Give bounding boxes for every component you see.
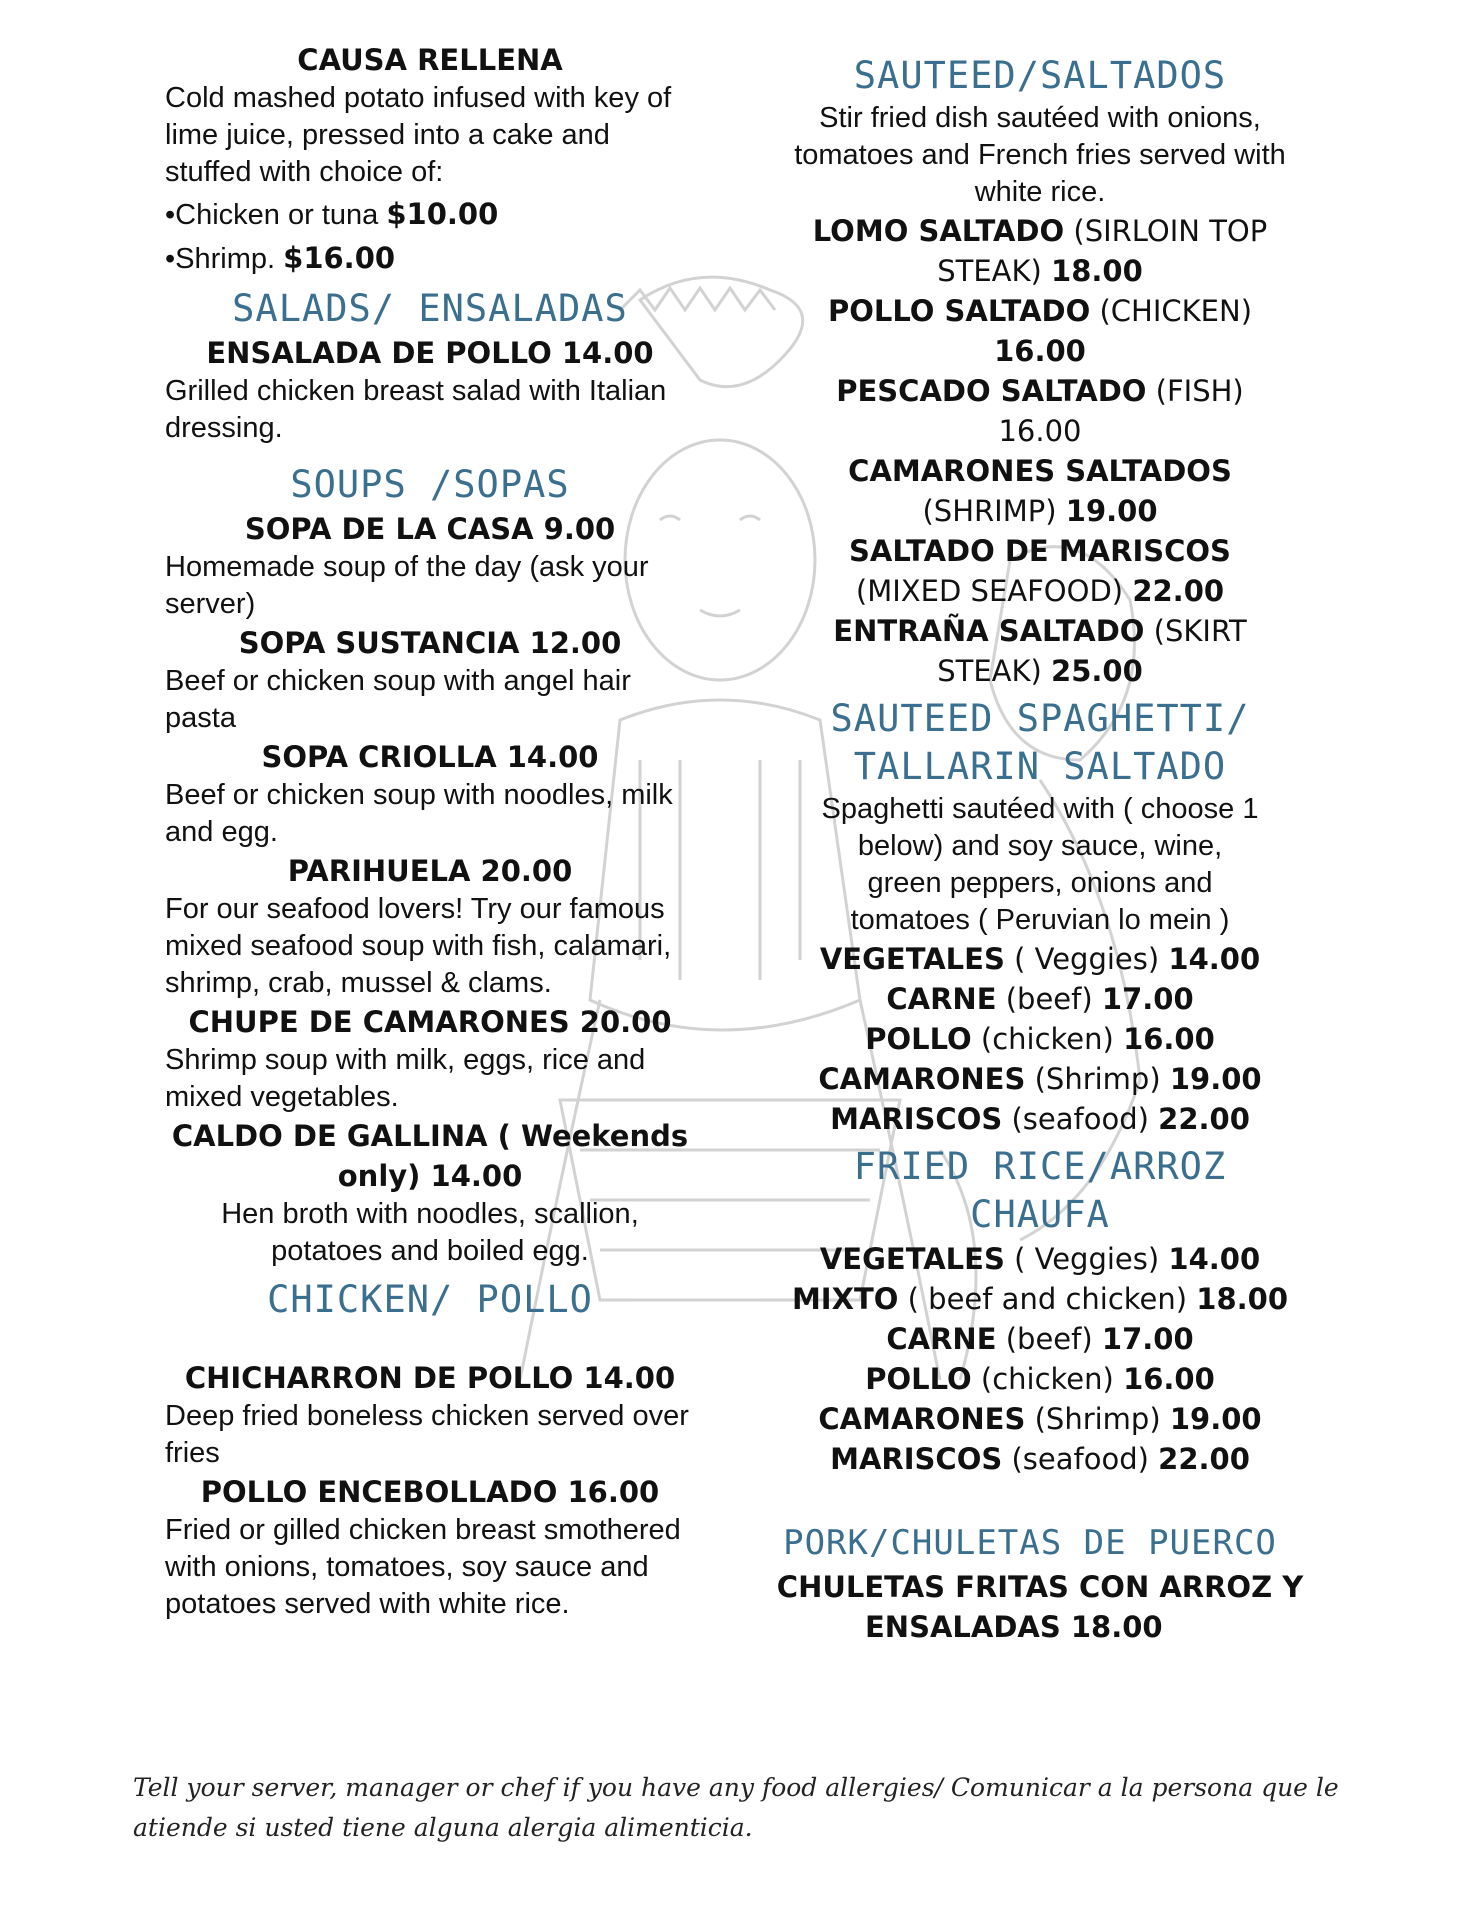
section-heading-salads: SALADS/ ENSALADAS: [232, 287, 628, 330]
item-description: Beef or chicken soup with noodles, milk and egg.: [165, 779, 673, 848]
item-price: 19.00: [1169, 1062, 1262, 1096]
section-heading-pork: PORK/CHULETAS DE PUERCO: [783, 1523, 1277, 1563]
item-name: POLLO: [865, 1022, 972, 1056]
right-column: [770, 40, 1310, 1647]
allergy-notice: Tell your server, manager or chef if you have any food allergies/ Comunicar a la persona que le atiende si usted tiene alguna alergia alimenticia.: [133, 1773, 1339, 1842]
item-price: 18.00: [1196, 1282, 1289, 1316]
item-name: MARISCOS: [830, 1102, 1003, 1136]
section-heading-chicken: CHICKEN/ POLLO: [267, 1278, 593, 1321]
option-label: Chicken or tuna: [175, 199, 379, 231]
item-title: CHULETAS FRITAS CON ARROZ Y: [776, 1570, 1304, 1604]
item-name: CAMARONES: [818, 1402, 1026, 1436]
item-title: CHICHARRON DE POLLO 14.00: [184, 1361, 676, 1395]
item-detail: (seafood): [1002, 1102, 1159, 1136]
item-price: 14.00: [1168, 942, 1261, 976]
item-description: Beef or chicken soup with angel hair pasta: [165, 665, 631, 734]
option-price: $16.00: [283, 241, 396, 275]
item-name: LOMO SALTADO: [812, 214, 1065, 248]
item-detail: (SHRIMP): [922, 454, 1242, 528]
item-name: ENTRAÑA SALTADO: [833, 614, 1145, 648]
menu-item: [770, 1019, 1310, 1059]
item-price: 14.00: [1168, 1242, 1261, 1276]
option-price: $10.00: [386, 197, 499, 231]
item-description: Hen broth with noodles, scallion, potatoes and boiled egg.: [221, 1198, 639, 1267]
item-title: CALDO DE GALLINA ( Weekends: [171, 1119, 689, 1153]
item-name: VEGETALES: [819, 942, 1005, 976]
item-detail: (Shrimp): [1025, 1402, 1170, 1436]
item-title: POLLO ENCEBOLLADO 16.00: [200, 1475, 660, 1509]
item-title: ENSALADA DE POLLO 14.00: [206, 336, 654, 370]
menu-item: [770, 1279, 1310, 1319]
item-title: PARIHUELA 20.00: [287, 854, 573, 888]
item-detail: ( Veggies): [1004, 942, 1169, 976]
item-name: VEGETALES: [819, 1242, 1005, 1276]
menu-item: [770, 1359, 1310, 1399]
item-detail: (SKIRT STEAK): [937, 614, 1256, 688]
menu-item: [800, 531, 1280, 611]
spaghetti-list: [770, 939, 1310, 1139]
item-description: For our seafood lovers! Try our famous mixed seafood soup with fish, calamari, shrimp, crab, mussel & clams.: [165, 893, 672, 999]
menu-item: [770, 939, 1310, 979]
item-name: CAMARONES: [818, 1062, 1026, 1096]
item-price: 16.00: [994, 334, 1086, 368]
menu-item: [770, 1059, 1310, 1099]
item-price: 25.00: [1051, 654, 1143, 688]
item-price: 17.00: [1101, 1322, 1194, 1356]
section-description: Stir fried dish sautéed with onions, tomatoes and French fries served with white rice.: [794, 102, 1286, 208]
item-description: Fried or gilled chicken breast smothered with onions, tomatoes, soy sauce and potatoes served with white rice.: [165, 1514, 681, 1620]
item-description: Shrimp soup with milk, eggs, rice and mixed vegetables.: [165, 1044, 646, 1113]
menu-item: [770, 1099, 1310, 1139]
fried-rice-list: [770, 1239, 1310, 1479]
section-heading-spaghetti-2: TALLARIN SALTADO: [853, 745, 1227, 788]
section-heading-fried-rice-2: CHAUFA: [970, 1193, 1110, 1236]
item-price: 16.00: [1123, 1362, 1215, 1396]
item-description: Grilled chicken breast salad with Italian dressing.: [165, 375, 667, 444]
left-column: [165, 40, 695, 1623]
item-name: MIXTO: [791, 1282, 899, 1316]
item-price: 19.00: [1065, 494, 1158, 528]
item-name: POLLO: [865, 1362, 972, 1396]
section-heading-soups: SOUPS /SOPAS: [290, 463, 570, 506]
section-heading-spaghetti: SAUTEED SPAGHETTI/: [830, 697, 1250, 740]
item-detail: ( beef and chicken): [898, 1282, 1197, 1316]
item-name: POLLO SALTADO: [827, 294, 1091, 328]
section-heading-fried-rice: FRIED RICE/ARROZ: [853, 1145, 1227, 1188]
item-name: CARNE: [886, 1322, 997, 1356]
item-title: ENSALADAS 18.00: [865, 1610, 1163, 1644]
option-label: Shrimp.: [175, 243, 276, 275]
item-title: CAUSA RELLENA: [297, 43, 563, 77]
item-name: PESCADO SALTADO: [836, 374, 1147, 408]
item-detail: (beef): [996, 982, 1102, 1016]
item-description: Deep fried boneless chicken served over fries: [165, 1400, 689, 1469]
item-title: CHUPE DE CAMARONES 20.00: [188, 1005, 672, 1039]
item-price: 16.00: [1123, 1022, 1215, 1056]
item-detail: (FISH) 16.00: [998, 374, 1253, 448]
item-name: SALTADO DE MARISCOS: [849, 534, 1231, 568]
option-shrimp: •Shrimp. $16.00: [165, 241, 396, 275]
menu-item: [800, 451, 1280, 531]
menu-item: [770, 1439, 1310, 1479]
item-detail: ( Veggies): [1004, 1242, 1169, 1276]
item-detail: (CHICKEN): [1090, 294, 1262, 328]
item-description: Cold mashed potato infused with key of lime juice, pressed into a cake and stuffed with choice of:: [165, 82, 672, 188]
item-detail: (chicken): [971, 1362, 1124, 1396]
item-detail: (chicken): [971, 1022, 1124, 1056]
saltados-list: [770, 211, 1310, 691]
item-price: 22.00: [1158, 1442, 1250, 1476]
item-title: SOPA DE LA CASA 9.00: [244, 512, 616, 546]
item-title: only) 14.00: [337, 1159, 523, 1193]
item-name: CAMARONES SALTADOS: [848, 454, 1232, 488]
menu-item: [800, 611, 1280, 691]
item-price: 18.00: [1051, 254, 1143, 288]
menu-item: [770, 979, 1310, 1019]
item-detail: (seafood): [1002, 1442, 1159, 1476]
item-title: SOPA CRIOLLA 14.00: [261, 740, 599, 774]
item-description: Homemade soup of the day (ask your server): [165, 551, 649, 620]
menu-item: [800, 211, 1280, 291]
item-price: 22.00: [1158, 1102, 1250, 1136]
option-chicken-tuna: •Chicken or tuna $10.00: [165, 197, 499, 231]
item-detail: (Shrimp): [1025, 1062, 1170, 1096]
item-price: 22.00: [1132, 574, 1225, 608]
item-detail: (MIXED SEAFOOD): [855, 534, 1241, 608]
menu-item: [770, 1399, 1310, 1439]
section-heading-sauteed: SAUTEED/SALTADOS: [853, 54, 1227, 97]
section-description: Spaghetti sautéed with ( choose 1 below) and soy sauce, wine, green peppers, onions and tomatoes ( Peruvian lo mein ): [821, 793, 1259, 936]
item-detail: (beef): [996, 1322, 1102, 1356]
item-name: CARNE: [886, 982, 997, 1016]
item-detail: (SIRLOIN TOP STEAK): [937, 214, 1277, 288]
menu-item: [800, 371, 1280, 451]
menu-item: [770, 1239, 1310, 1279]
menu-item: [770, 1319, 1310, 1359]
item-title: SOPA SUSTANCIA 12.00: [238, 626, 622, 660]
menu-item: [800, 291, 1280, 371]
item-name: MARISCOS: [830, 1442, 1003, 1476]
item-price: 19.00: [1169, 1402, 1262, 1436]
item-price: 17.00: [1101, 982, 1194, 1016]
